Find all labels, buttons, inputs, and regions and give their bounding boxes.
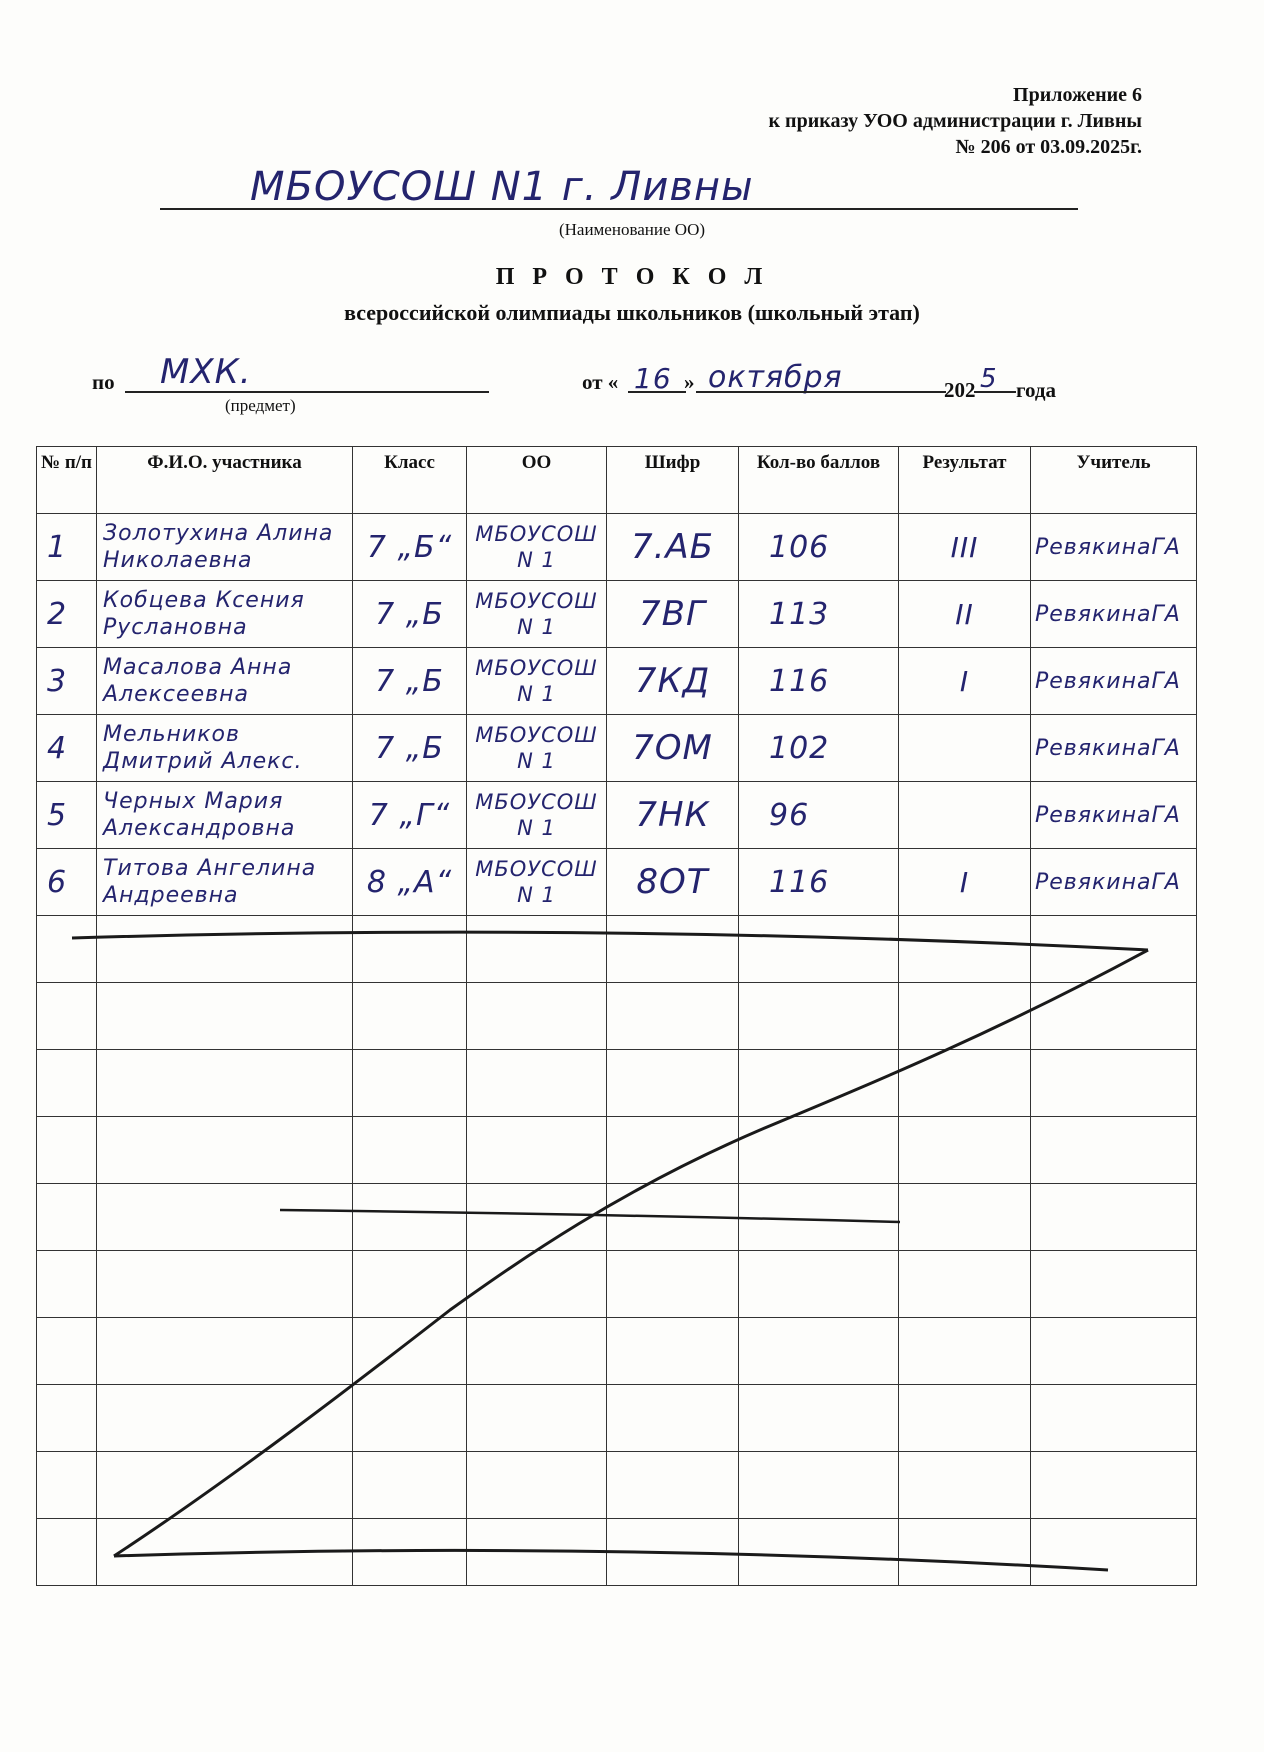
empty-cell: [607, 1318, 739, 1385]
cell-class: 7 „Г“: [353, 782, 467, 849]
empty-cell: [607, 1452, 739, 1519]
cell-score: 96: [739, 782, 899, 849]
empty-cell: [37, 1251, 97, 1318]
cell-class: 7 „Б: [353, 715, 467, 782]
empty-cell: [467, 1318, 607, 1385]
empty-cell: [37, 1519, 97, 1586]
empty-cell: [607, 1251, 739, 1318]
cell-score: 113: [739, 581, 899, 648]
col-header-teacher: Учитель: [1031, 447, 1197, 514]
cell-oo: МБОУСОШ N 1: [467, 581, 607, 648]
appendix-line: к приказу УОО администрации г. Ливны: [768, 110, 1142, 132]
cell-code: 7НК: [607, 782, 739, 849]
year-prefix: 202: [944, 378, 976, 402]
cell-name: Кобцева Ксения Руслановна: [97, 581, 353, 648]
cell-num: 4: [37, 715, 97, 782]
table-row: [37, 648, 1197, 715]
document-subtitle: всероссийской олимпиады школьников (школьный этап): [344, 300, 920, 325]
empty-cell: [97, 1318, 353, 1385]
year-suffix: года: [1016, 378, 1057, 402]
empty-cell: [607, 983, 739, 1050]
cell-num: 3: [37, 648, 97, 715]
empty-cell: [353, 1318, 467, 1385]
cell-result: II: [899, 581, 1031, 648]
empty-cell: [899, 1117, 1031, 1184]
cell-oo: МБОУСОШ N 1: [467, 849, 607, 916]
empty-cell: [97, 1519, 353, 1586]
empty-cell: [467, 1452, 607, 1519]
empty-cell: [353, 1117, 467, 1184]
empty-table-row: [37, 1251, 1197, 1318]
empty-cell: [739, 1318, 899, 1385]
date-day-close: »: [684, 370, 695, 394]
cell-oo: МБОУСОШ N 1: [467, 514, 607, 581]
cell-name: Золотухина Алина Николаевна: [97, 514, 353, 581]
empty-cell: [353, 1519, 467, 1586]
empty-cell: [899, 1452, 1031, 1519]
day-underline: [628, 391, 686, 393]
empty-table-row: [37, 1050, 1197, 1117]
empty-cell: [899, 983, 1031, 1050]
empty-cell: [899, 1318, 1031, 1385]
subject-value: МХК.: [160, 352, 252, 392]
table-row: [37, 715, 1197, 782]
cell-code: 7.АБ: [607, 514, 739, 581]
cell-class: 8 „А“: [353, 849, 467, 916]
empty-cell: [739, 1385, 899, 1452]
empty-table-row: [37, 1519, 1197, 1586]
empty-table-row: [37, 1452, 1197, 1519]
cell-name: Мельников Дмитрий Алекс.: [97, 715, 353, 782]
cell-score: 116: [739, 648, 899, 715]
empty-cell: [37, 1184, 97, 1251]
empty-cell: [899, 1050, 1031, 1117]
empty-cell: [1031, 1184, 1197, 1251]
empty-table-row: [37, 1385, 1197, 1452]
date-month: октября: [708, 360, 843, 395]
cell-teacher: РевякинаГА: [1031, 782, 1197, 849]
empty-cell: [1031, 1452, 1197, 1519]
table-row: [37, 782, 1197, 849]
empty-cell: [353, 1452, 467, 1519]
col-header-code: Шифр: [607, 447, 739, 514]
empty-cell: [739, 1184, 899, 1251]
cell-score: 106: [739, 514, 899, 581]
empty-cell: [37, 1452, 97, 1519]
empty-cell: [739, 1251, 899, 1318]
cell-class: 7 „Б“: [353, 514, 467, 581]
cell-oo: МБОУСОШ N 1: [467, 715, 607, 782]
empty-cell: [97, 1452, 353, 1519]
empty-cell: [97, 1385, 353, 1452]
empty-table-row: [37, 1184, 1197, 1251]
appendix-line: № 206 от 03.09.2025г.: [955, 136, 1142, 158]
empty-cell: [37, 1318, 97, 1385]
empty-cell: [37, 983, 97, 1050]
empty-cell: [467, 916, 607, 983]
cell-score: 102: [739, 715, 899, 782]
date-day: 16: [634, 362, 672, 395]
empty-cell: [353, 1385, 467, 1452]
empty-cell: [353, 1251, 467, 1318]
cell-class: 7 „Б: [353, 648, 467, 715]
empty-cell: [1031, 1117, 1197, 1184]
subject-prefix: по: [92, 370, 115, 394]
empty-cell: [353, 1184, 467, 1251]
empty-cell: [37, 1050, 97, 1117]
empty-cell: [607, 1519, 739, 1586]
cell-num: 1: [37, 514, 97, 581]
date-prefix: от «: [582, 370, 619, 394]
cell-num: 2: [37, 581, 97, 648]
col-header-class: Класс: [353, 447, 467, 514]
empty-cell: [739, 1117, 899, 1184]
cell-result: I: [899, 648, 1031, 715]
cell-result: III: [899, 514, 1031, 581]
empty-cell: [739, 983, 899, 1050]
empty-cell: [739, 1452, 899, 1519]
table-row: [37, 581, 1197, 648]
cell-teacher: РевякинаГА: [1031, 715, 1197, 782]
table-header-row: [37, 447, 1197, 514]
empty-cell: [467, 983, 607, 1050]
empty-cell: [97, 1050, 353, 1117]
cell-teacher: РевякинаГА: [1031, 514, 1197, 581]
empty-cell: [899, 1519, 1031, 1586]
empty-cell: [1031, 1050, 1197, 1117]
empty-cell: [607, 1385, 739, 1452]
empty-cell: [1031, 1519, 1197, 1586]
empty-cell: [97, 1251, 353, 1318]
empty-cell: [467, 1117, 607, 1184]
cell-result: [899, 782, 1031, 849]
cell-teacher: РевякинаГА: [1031, 648, 1197, 715]
org-caption: (Наименование ОО): [558, 220, 706, 239]
cell-num: 6: [37, 849, 97, 916]
empty-cell: [607, 1184, 739, 1251]
col-header-score: Кол-во баллов: [739, 447, 899, 514]
cell-name: Черных Мария Александровна: [97, 782, 353, 849]
empty-table-row: [37, 1318, 1197, 1385]
cell-oo: МБОУСОШ N 1: [467, 648, 607, 715]
cell-code: 8ОТ: [607, 849, 739, 916]
empty-cell: [97, 1117, 353, 1184]
blank-rows: [37, 916, 1197, 1586]
cell-teacher: РевякинаГА: [1031, 581, 1197, 648]
cell-name: Масалова Анна Алексеевна: [97, 648, 353, 715]
empty-cell: [97, 1184, 353, 1251]
empty-cell: [1031, 1251, 1197, 1318]
empty-cell: [899, 1251, 1031, 1318]
table-body: [37, 514, 1197, 916]
empty-table-row: [37, 983, 1197, 1050]
table-row: [37, 849, 1197, 916]
col-header-result: Результат: [899, 447, 1031, 514]
empty-table-row: [37, 1117, 1197, 1184]
cell-teacher: РевякинаГА: [1031, 849, 1197, 916]
empty-table-row: [37, 916, 1197, 983]
empty-cell: [467, 1050, 607, 1117]
empty-cell: [1031, 916, 1197, 983]
empty-cell: [899, 916, 1031, 983]
empty-cell: [37, 1117, 97, 1184]
col-header-oo: ОО: [467, 447, 607, 514]
empty-cell: [353, 983, 467, 1050]
empty-cell: [607, 916, 739, 983]
cell-oo: МБОУСОШ N 1: [467, 782, 607, 849]
subject-caption: (предмет): [225, 396, 296, 415]
document-title: П Р О Т О К О Л: [495, 264, 769, 290]
org-name: МБОУСОШ N1 г. Ливны: [250, 164, 754, 210]
cell-result: [899, 715, 1031, 782]
empty-cell: [353, 1050, 467, 1117]
empty-cell: [607, 1050, 739, 1117]
appendix-block: [769, 82, 1142, 160]
month-underline: [696, 391, 946, 393]
empty-cell: [467, 1184, 607, 1251]
empty-cell: [467, 1519, 607, 1586]
table-row: [37, 514, 1197, 581]
col-header-num: № п/п: [37, 447, 97, 514]
empty-cell: [1031, 1385, 1197, 1452]
cell-name: Титова Ангелина Андреевна: [97, 849, 353, 916]
year-underline: [974, 391, 1016, 393]
empty-cell: [739, 1519, 899, 1586]
empty-cell: [37, 916, 97, 983]
empty-cell: [739, 916, 899, 983]
empty-cell: [37, 1385, 97, 1452]
col-header-name: Ф.И.О. участника: [97, 447, 353, 514]
cell-num: 5: [37, 782, 97, 849]
empty-cell: [1031, 1318, 1197, 1385]
org-underline: [160, 208, 1078, 210]
cell-result: I: [899, 849, 1031, 916]
cell-code: 7КД: [607, 648, 739, 715]
appendix-line: Приложение 6: [1013, 84, 1142, 106]
cell-score: 116: [739, 849, 899, 916]
cell-code: 7ВГ: [607, 581, 739, 648]
empty-cell: [353, 916, 467, 983]
participants-table: [36, 446, 1197, 1586]
empty-cell: [1031, 983, 1197, 1050]
empty-cell: [899, 1385, 1031, 1452]
subject-underline: [125, 391, 489, 393]
empty-cell: [467, 1251, 607, 1318]
year-digit: 5: [980, 364, 998, 394]
empty-cell: [899, 1184, 1031, 1251]
empty-cell: [607, 1117, 739, 1184]
empty-cell: [467, 1385, 607, 1452]
empty-cell: [97, 916, 353, 983]
cell-class: 7 „Б: [353, 581, 467, 648]
cell-code: 7ОМ: [607, 715, 739, 782]
empty-cell: [97, 983, 353, 1050]
empty-cell: [739, 1050, 899, 1117]
